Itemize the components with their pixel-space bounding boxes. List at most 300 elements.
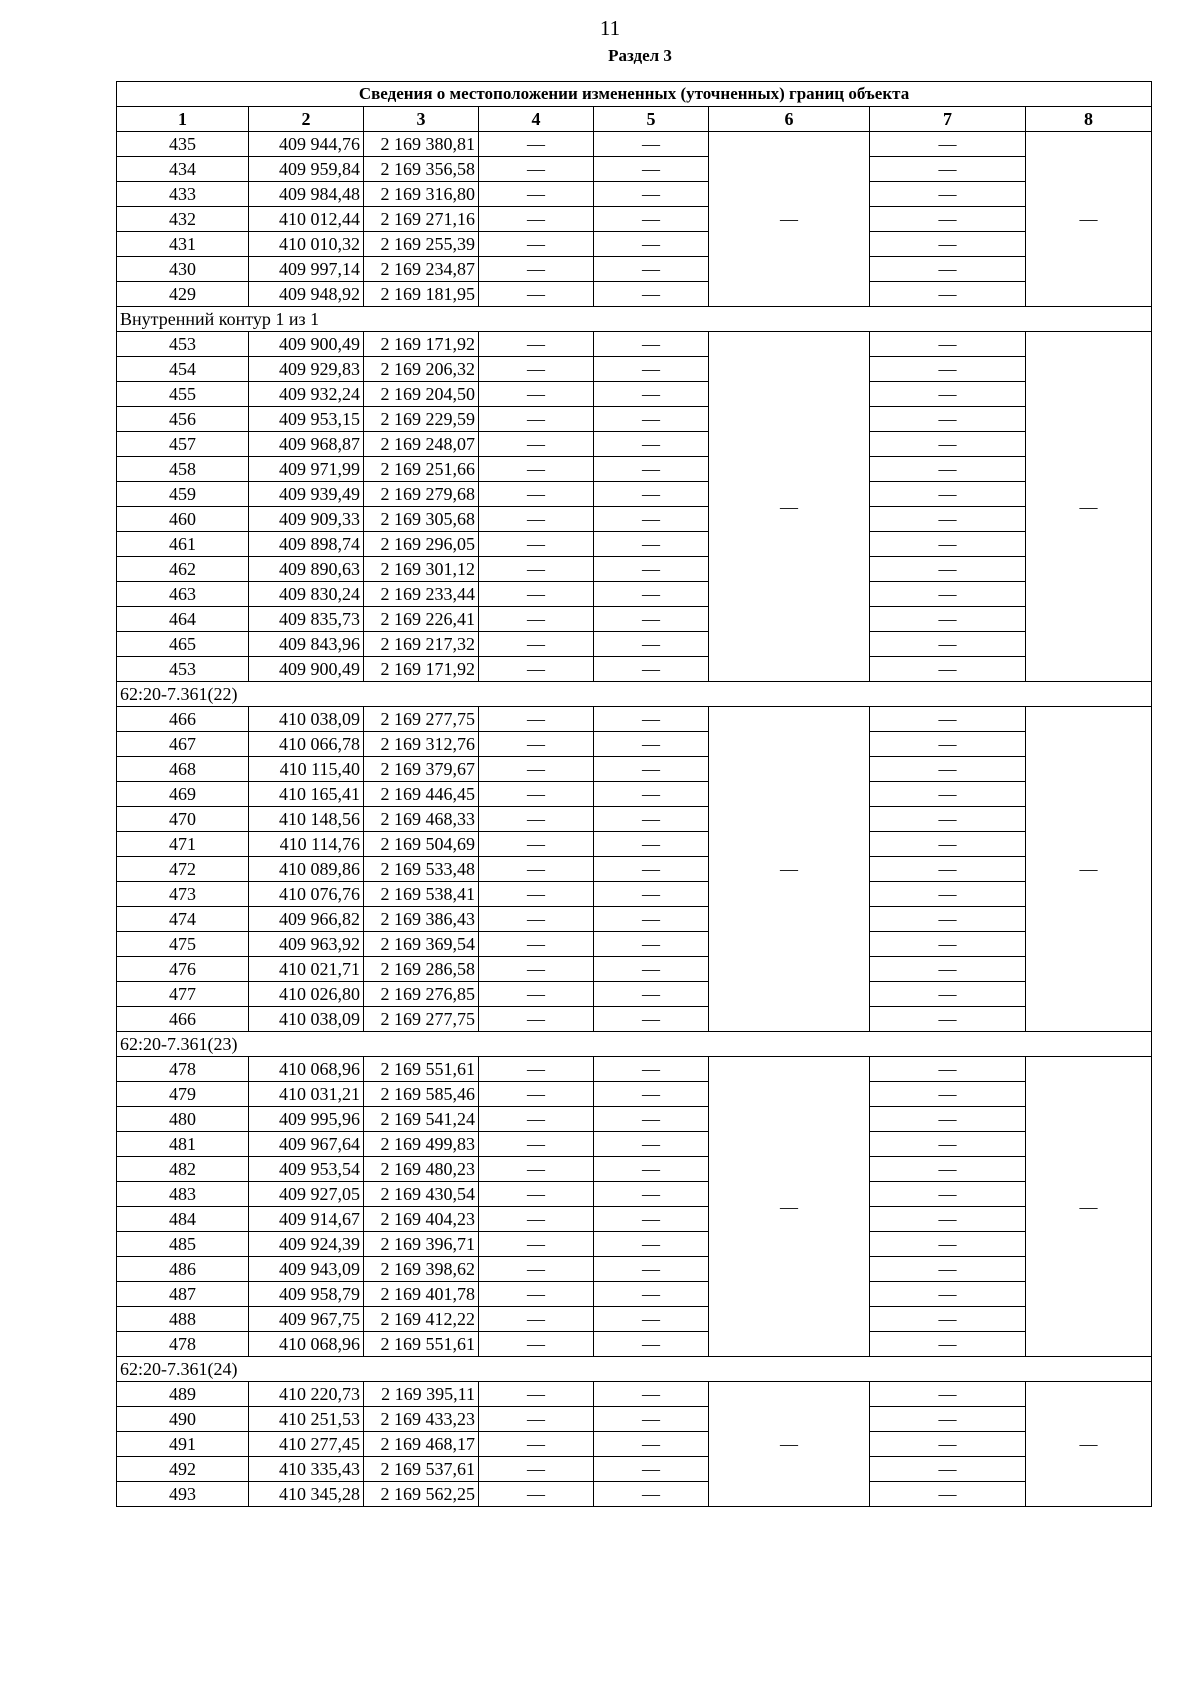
dash-cell-col7: — [870,1282,1026,1307]
dash-cell-col4: — [479,457,594,482]
dash-cell-col7: — [870,1232,1026,1257]
coordinate-x: 409 971,99 [249,457,364,482]
table-row [117,1382,1152,1407]
dash-cell-col5: — [594,532,709,557]
coordinate-y: 2 169 226,41 [364,607,479,632]
coordinate-x: 410 038,09 [249,1007,364,1032]
coordinate-x: 409 943,09 [249,1257,364,1282]
coordinate-x: 410 220,73 [249,1382,364,1407]
dash-cell-col4: — [479,207,594,232]
dash-cell-col4: — [479,132,594,157]
dash-cell-col7: — [870,707,1026,732]
table-row [117,1082,1152,1107]
coordinate-y: 2 169 233,44 [364,582,479,607]
table-row [117,457,1152,482]
coordinate-y: 2 169 204,50 [364,382,479,407]
dash-cell-col7: — [870,382,1026,407]
table-row [117,407,1152,432]
dash-cell-col5: — [594,632,709,657]
dash-cell-col5: — [594,1107,709,1132]
dash-cell-col4: — [479,707,594,732]
coordinate-x: 409 900,49 [249,332,364,357]
point-number: 429 [117,282,249,307]
dash-cell-col7: — [870,782,1026,807]
dash-cell-col5: — [594,232,709,257]
dash-cell-col5: — [594,1432,709,1457]
table-row [117,1457,1152,1482]
coordinate-x: 409 967,75 [249,1307,364,1332]
coordinate-x: 410 068,96 [249,1057,364,1082]
dash-cell-col4: — [479,782,594,807]
coordinate-y: 2 169 446,45 [364,782,479,807]
coordinate-y: 2 169 305,68 [364,507,479,532]
point-number: 430 [117,257,249,282]
coordinate-y: 2 169 480,23 [364,1157,479,1182]
dash-cell-col5: — [594,1382,709,1407]
dash-cell-col5: — [594,557,709,582]
coordinate-y: 2 169 271,16 [364,207,479,232]
table-row [117,732,1152,757]
dash-cell-col4: — [479,1432,594,1457]
dash-cell-col7: — [870,1332,1026,1357]
dash-cell-col4: — [479,732,594,757]
dash-cell-col4: — [479,1282,594,1307]
coordinate-y: 2 169 255,39 [364,232,479,257]
point-number: 477 [117,982,249,1007]
dash-cell-col7: — [870,557,1026,582]
dash-cell-col7: — [870,1107,1026,1132]
table-row [117,1307,1152,1332]
dash-cell-col5: — [594,332,709,357]
dash-cell-col5: — [594,707,709,732]
coordinate-x: 409 900,49 [249,657,364,682]
coordinate-y: 2 169 251,66 [364,457,479,482]
dash-cell-col7: — [870,132,1026,157]
dash-cell-col4: — [479,232,594,257]
coordinate-x: 409 927,05 [249,1182,364,1207]
dash-cell-col4: — [479,557,594,582]
coordinate-x: 410 115,40 [249,757,364,782]
coordinate-x: 409 944,76 [249,132,364,157]
dash-cell-col5: — [594,732,709,757]
dash-cell-col5: — [594,957,709,982]
table-row [117,332,1152,357]
dash-cell-col5: — [594,657,709,682]
coordinate-x: 409 830,24 [249,582,364,607]
point-number: 488 [117,1307,249,1332]
point-number: 466 [117,707,249,732]
contour-label: 62:20-7.361(24) [117,1357,1152,1382]
coordinate-x: 409 914,67 [249,1207,364,1232]
table-row [117,1107,1152,1132]
dash-cell-col7: — [870,1182,1026,1207]
point-number: 469 [117,782,249,807]
dash-cell-col5: — [594,507,709,532]
table-row [117,1282,1152,1307]
dash-cell-col7: — [870,157,1026,182]
coordinate-x: 409 898,74 [249,532,364,557]
dash-cell-col7: — [870,257,1026,282]
dash-cell-col4: — [479,1307,594,1332]
coordinate-x: 410 031,21 [249,1082,364,1107]
dash-cell-col7: — [870,757,1026,782]
coordinate-x: 410 026,80 [249,982,364,1007]
coordinate-x: 409 932,24 [249,382,364,407]
column-header: 5 [594,107,709,132]
coordinate-y: 2 169 380,81 [364,132,479,157]
point-number: 466 [117,1007,249,1032]
coordinate-x: 410 148,56 [249,807,364,832]
dash-cell-col7: — [870,582,1026,607]
table-row [117,132,1152,157]
dash-cell-col5: — [594,807,709,832]
coordinate-x: 410 335,43 [249,1457,364,1482]
dash-cell-col5: — [594,1282,709,1307]
dash-cell-col4: — [479,857,594,882]
table-row [117,657,1152,682]
point-number: 432 [117,207,249,232]
dash-cell-col4: — [479,1482,594,1507]
dash-cell-col5: — [594,582,709,607]
coordinate-y: 2 169 468,17 [364,1432,479,1457]
table-row [117,1057,1152,1082]
table-row [117,1132,1152,1157]
dash-cell-col4: — [479,1082,594,1107]
table-row [117,1332,1152,1357]
table-row [117,582,1152,607]
point-number: 455 [117,382,249,407]
dash-cell-col4: — [479,757,594,782]
column-header: 4 [479,107,594,132]
table-row [117,1432,1152,1457]
dash-cell-col4: — [479,182,594,207]
coordinate-x: 410 277,45 [249,1432,364,1457]
dash-cell-col7: — [870,607,1026,632]
coordinate-x: 409 984,48 [249,182,364,207]
dash-cell-col5: — [594,1257,709,1282]
dash-cell-col4: — [479,1457,594,1482]
table-row [117,1232,1152,1257]
column-header: 8 [1026,107,1152,132]
dash-cell-col5: — [594,832,709,857]
coordinate-x: 410 012,44 [249,207,364,232]
coordinate-x: 409 890,63 [249,557,364,582]
column-header: 1 [117,107,249,132]
dash-cell-col5: — [594,1157,709,1182]
coordinate-x: 409 963,92 [249,932,364,957]
dash-cell-col7: — [870,1432,1026,1457]
point-number: 460 [117,507,249,532]
dash-cell-col4: — [479,957,594,982]
dash-cell-col5: — [594,482,709,507]
dash-cell-col8: — [1026,132,1152,307]
table-row [117,1407,1152,1432]
point-number: 482 [117,1157,249,1182]
page-number: 11 [599,16,621,40]
coordinate-y: 2 169 551,61 [364,1057,479,1082]
table-row [117,507,1152,532]
table-row [117,857,1152,882]
dash-cell-col7: — [870,1257,1026,1282]
point-number: 453 [117,657,249,682]
dash-cell-col4: — [479,607,594,632]
dash-cell-col4: — [479,432,594,457]
table-row [117,832,1152,857]
table-row [117,1207,1152,1232]
table-row [117,157,1152,182]
section-title: Раздел 3 [608,46,672,65]
coordinate-y: 2 169 296,05 [364,532,479,557]
coordinate-y: 2 169 217,32 [364,632,479,657]
dash-cell-col7: — [870,407,1026,432]
coordinate-x: 410 068,96 [249,1332,364,1357]
point-number: 483 [117,1182,249,1207]
coordinate-y: 2 169 538,41 [364,882,479,907]
dash-cell-col4: — [479,1382,594,1407]
dash-cell-col4: — [479,657,594,682]
coordinate-y: 2 169 401,78 [364,1282,479,1307]
dash-cell-col5: — [594,1332,709,1357]
coordinate-x: 409 835,73 [249,607,364,632]
dash-cell-col5: — [594,1082,709,1107]
dash-cell-col7: — [870,332,1026,357]
table-row [117,182,1152,207]
coordinate-x: 409 953,15 [249,407,364,432]
coordinate-x: 409 948,92 [249,282,364,307]
coordinate-x: 409 967,64 [249,1132,364,1157]
contour-label: Внутренний контур 1 из 1 [117,307,1152,332]
point-number: 464 [117,607,249,632]
table-row [117,1257,1152,1282]
point-number: 486 [117,1257,249,1282]
point-number: 456 [117,407,249,432]
table-row [117,1482,1152,1507]
dash-cell-col4: — [479,1007,594,1032]
coordinate-x: 410 251,53 [249,1407,364,1432]
coordinate-x: 410 114,76 [249,832,364,857]
dash-cell-col6: — [709,1057,870,1357]
dash-cell-col4: — [479,382,594,407]
dash-cell-col5: — [594,432,709,457]
contour-label-row [117,1032,1152,1057]
table-row [117,282,1152,307]
dash-cell-col4: — [479,482,594,507]
dash-cell-col5: — [594,907,709,932]
table-row [117,382,1152,407]
coordinate-x: 409 929,83 [249,357,364,382]
dash-cell-col4: — [479,882,594,907]
coordinate-x: 409 997,14 [249,257,364,282]
coordinate-y: 2 169 433,23 [364,1407,479,1432]
dash-cell-col5: — [594,132,709,157]
table-row [117,257,1152,282]
column-header-row [117,107,1152,132]
dash-cell-col4: — [479,1207,594,1232]
dash-cell-col7: — [870,1157,1026,1182]
coordinate-y: 2 169 301,12 [364,557,479,582]
coordinate-y: 2 169 398,62 [364,1257,479,1282]
point-number: 462 [117,557,249,582]
coordinate-y: 2 169 248,07 [364,432,479,457]
table-row [117,882,1152,907]
contour-label-row [117,307,1152,332]
coordinate-y: 2 169 234,87 [364,257,479,282]
dash-cell-col7: — [870,982,1026,1007]
dash-cell-col5: — [594,1132,709,1157]
coordinate-x: 409 939,49 [249,482,364,507]
dash-cell-col4: — [479,257,594,282]
table-caption: Сведения о местоположении измененных (уточненных) границ объекта [117,82,1152,107]
table-row [117,432,1152,457]
column-header: 2 [249,107,364,132]
dash-cell-col4: — [479,807,594,832]
dash-cell-col5: — [594,882,709,907]
dash-cell-col7: — [870,1307,1026,1332]
coordinate-y: 2 169 537,61 [364,1457,479,1482]
dash-cell-col5: — [594,157,709,182]
table-row [117,957,1152,982]
dash-cell-col5: — [594,1182,709,1207]
coordinate-y: 2 169 551,61 [364,1332,479,1357]
dash-cell-col8: — [1026,332,1152,682]
coordinate-x: 409 909,33 [249,507,364,532]
dash-cell-col7: — [870,807,1026,832]
dash-cell-col5: — [594,1232,709,1257]
coordinate-y: 2 169 229,59 [364,407,479,432]
dash-cell-col5: — [594,1007,709,1032]
table-row [117,1157,1152,1182]
coordinate-x: 410 089,86 [249,857,364,882]
dash-cell-col8: — [1026,707,1152,1032]
dash-cell-col7: — [870,732,1026,757]
point-number: 476 [117,957,249,982]
point-number: 489 [117,1382,249,1407]
point-number: 475 [117,932,249,957]
table-row [117,357,1152,382]
dash-cell-col4: — [479,932,594,957]
table-row [117,907,1152,932]
dash-cell-col4: — [479,1132,594,1157]
point-number: 468 [117,757,249,782]
dash-cell-col5: — [594,1307,709,1332]
table-row [117,982,1152,1007]
coordinate-x: 410 076,76 [249,882,364,907]
dash-cell-col4: — [479,1232,594,1257]
dash-cell-col4: — [479,357,594,382]
dash-cell-col4: — [479,832,594,857]
dash-cell-col5: — [594,207,709,232]
dash-cell-col7: — [870,882,1026,907]
coordinate-y: 2 169 468,33 [364,807,479,832]
coordinate-y: 2 169 562,25 [364,1482,479,1507]
dash-cell-col7: — [870,1207,1026,1232]
coordinate-y: 2 169 585,46 [364,1082,479,1107]
dash-cell-col7: — [870,507,1026,532]
dash-cell-col7: — [870,282,1026,307]
coordinate-x: 410 345,28 [249,1482,364,1507]
dash-cell-col5: — [594,357,709,382]
point-number: 465 [117,632,249,657]
coordinate-x: 409 959,84 [249,157,364,182]
point-number: 459 [117,482,249,507]
table-row [117,232,1152,257]
dash-cell-col5: — [594,1482,709,1507]
point-number: 471 [117,832,249,857]
dash-cell-col7: — [870,1407,1026,1432]
dash-cell-col7: — [870,857,1026,882]
table-row [117,482,1152,507]
table-row [117,532,1152,557]
coordinate-y: 2 169 379,67 [364,757,479,782]
coordinate-y: 2 169 395,11 [364,1382,479,1407]
table-row [117,557,1152,582]
point-number: 463 [117,582,249,607]
point-number: 467 [117,732,249,757]
dash-cell-col5: — [594,457,709,482]
dash-cell-col8: — [1026,1382,1152,1507]
dash-cell-col4: — [479,407,594,432]
dash-cell-col5: — [594,757,709,782]
point-number: 461 [117,532,249,557]
coordinate-y: 2 169 286,58 [364,957,479,982]
point-number: 484 [117,1207,249,1232]
coordinate-y: 2 169 386,43 [364,907,479,932]
dash-cell-col4: — [479,1332,594,1357]
coordinate-x: 409 958,79 [249,1282,364,1307]
dash-cell-col4: — [479,157,594,182]
table-row [117,207,1152,232]
coordinate-x: 410 010,32 [249,232,364,257]
dash-cell-col6: — [709,332,870,682]
dash-cell-col7: — [870,1057,1026,1082]
column-header: 6 [709,107,870,132]
dash-cell-col4: — [479,632,594,657]
dash-cell-col7: — [870,1382,1026,1407]
point-number: 472 [117,857,249,882]
coordinate-y: 2 169 504,69 [364,832,479,857]
coordinate-y: 2 169 356,58 [364,157,479,182]
dash-cell-col5: — [594,1407,709,1432]
coordinate-y: 2 169 533,48 [364,857,479,882]
coordinate-y: 2 169 369,54 [364,932,479,957]
dash-cell-col7: — [870,657,1026,682]
coordinate-y: 2 169 279,68 [364,482,479,507]
dash-cell-col8: — [1026,1057,1152,1357]
coordinate-x: 410 165,41 [249,782,364,807]
dash-cell-col4: — [479,1107,594,1132]
coordinate-y: 2 169 316,80 [364,182,479,207]
point-number: 457 [117,432,249,457]
dash-cell-col5: — [594,382,709,407]
point-number: 485 [117,1232,249,1257]
dash-cell-col4: — [479,1407,594,1432]
dash-cell-col7: — [870,932,1026,957]
dash-cell-col4: — [479,532,594,557]
table-row [117,807,1152,832]
dash-cell-col5: — [594,1457,709,1482]
table-row [117,632,1152,657]
coordinate-y: 2 169 412,22 [364,1307,479,1332]
dash-cell-col7: — [870,1457,1026,1482]
dash-cell-col7: — [870,457,1026,482]
contour-label: 62:20-7.361(23) [117,1032,1152,1057]
dash-cell-col5: — [594,282,709,307]
dash-cell-col4: — [479,582,594,607]
table-row [117,707,1152,732]
table-row [117,607,1152,632]
dash-cell-col4: — [479,1157,594,1182]
coordinate-y: 2 169 181,95 [364,282,479,307]
